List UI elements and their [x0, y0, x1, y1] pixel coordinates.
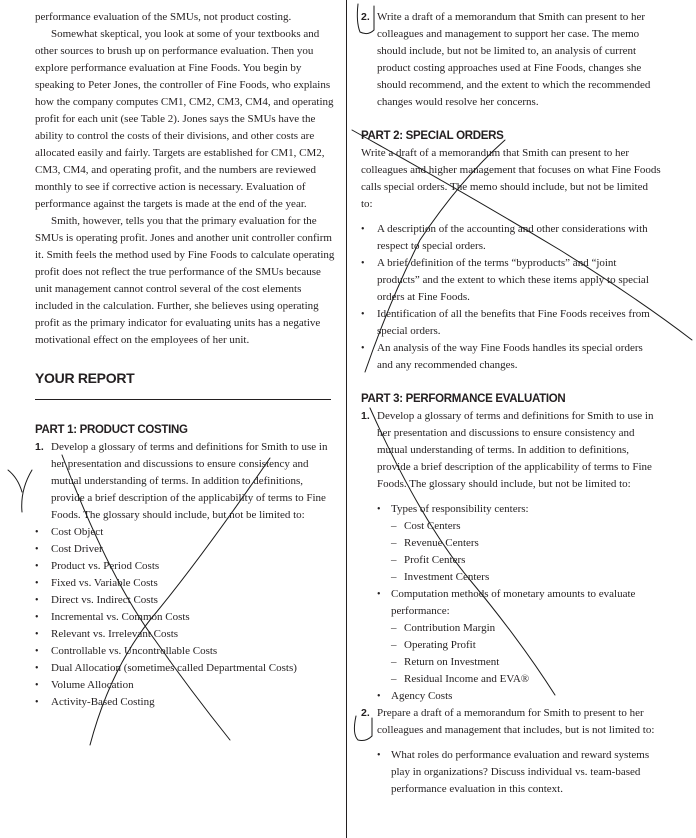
list-item: • Activity-Based Costing: [35, 694, 335, 711]
item-text: Prepare a draft of a memorandum for Smith to present to her colleagues and management that includes, but is not limited to:: [377, 707, 655, 736]
part2-strike-line: [352, 130, 692, 340]
list-item: • Controllable vs. Uncontrollable Costs: [35, 643, 335, 660]
list-item: • Identification of all the benefits that Fine Foods receives from special orders.: [361, 306, 661, 340]
part3-strike-line: [370, 408, 555, 695]
list-item: • Cost Object: [35, 524, 335, 541]
item-circle-mark: [354, 716, 372, 741]
paragraph: performance evaluation of the SMUs, not product costing.: [35, 11, 292, 23]
list-item: • A brief definition of the terms “byproducts” and “joint products” and the extent to which these items apply to special orders at Fine Foods.: [361, 255, 661, 306]
report-heading: YOUR REPORT: [35, 370, 135, 386]
list-item: – Cost Centers: [361, 518, 661, 535]
list-item: • Agency Costs: [361, 688, 661, 705]
paragraph: Smith, however, tells you that the primary evaluation for the SMUs is operating profit. Jones and another unit controller confirm it. Smith feels the method used by Fine Foods to calculate operating profit does not reflect the true performance of the SMUs because unit management cannot control several of the cost elements included in the calculation. Further, she believes using operating profit as the primary indicator for evaluating units has a negative motivational effect on the employees of her unit.: [35, 215, 335, 346]
list-item: • Volume Allocation: [35, 677, 335, 694]
list-item: – Profit Centers: [361, 552, 661, 569]
list-item: – Revenue Centers: [361, 535, 661, 552]
list-item: • Product vs. Period Costs: [35, 558, 335, 575]
item-circle-mark: [357, 4, 374, 34]
part2-heading: PART 2: SPECIAL ORDERS: [361, 130, 504, 142]
list-item: • Cost Driver: [35, 541, 335, 558]
item-number: 2.: [361, 11, 370, 23]
part1-strike-line: [62, 455, 230, 740]
list-item: – Operating Profit: [361, 637, 661, 654]
part2-strike-line: [365, 140, 505, 372]
part1-strike-line: [90, 458, 270, 745]
item-number: 2.: [361, 707, 370, 719]
list-item: • What roles do performance evaluation and reward systems play in organizations? Discuss individual vs. team-based performance evaluation in this context.: [361, 747, 661, 798]
list-item: • An analysis of the way Fine Foods handles its special orders and any recommended changes.: [361, 340, 661, 374]
list-item: – Contribution Margin: [361, 620, 661, 637]
item-number: 1.: [361, 410, 370, 422]
list-item: – Return on Investment: [361, 654, 661, 671]
list-item: – Investment Centers: [361, 569, 661, 586]
list-item: • Direct vs. Indirect Costs: [35, 592, 335, 609]
paragraph: Write a draft of a memorandum that Smith can present to her colleagues and higher management that focuses on what Fine Foods calls special orders. The memo should include, but not be limited to:: [361, 147, 661, 210]
list-item: • Computation methods of monetary amounts to evaluate performance:: [361, 586, 661, 620]
item-number: 1.: [35, 441, 44, 453]
list-item: • Fixed vs. Variable Costs: [35, 575, 335, 592]
part3-heading: PART 3: PERFORMANCE EVALUATION: [361, 393, 566, 405]
paragraph: Somewhat skeptical, you look at some of your textbooks and other sources to brush up on performance evaluation. Then you explore performance evaluation at Fine Foods. You begin by speaking to Peter Jones, the controller of Fine Foods, who explains how the company computes CM1, CM2, CM3, CM4, and operating profit for each unit (see Table 2). Jones says the SMUs have the ability to control the costs of their divisions, and other costs are allocated easily and fairly. Targets are established for CM1, CM2, CM3, CM4, and operating profit, and the numbers are reviewed monthly to see if corrective action is necessary. Evaluation of performance against the targets is made at the end of the year.: [35, 28, 334, 210]
list-item: – Residual Income and EVA®: [361, 671, 661, 688]
list-item-label: Types of responsibility centers:: [391, 503, 529, 515]
item-text: Develop a glossary of terms and definitions for Smith to use in her presentation and discussions to ensure consistency and mutual understanding of terms. In addition to definitions, provide a brief description of the applicability of terms to Fine Foods. The glossary should include, but not be limited to:: [377, 410, 654, 490]
list-item: • Dual Allocation (sometimes called Departmental Costs): [35, 660, 335, 677]
list-item: • Incremental vs. Common Costs: [35, 609, 335, 626]
part1-heading: PART 1: PRODUCT COSTING: [35, 424, 188, 436]
part1-check-mark: [8, 470, 32, 512]
list-item: • A description of the accounting and other considerations with respect to special orders.: [361, 221, 661, 255]
list-item: • Relevant vs. Irrelevant Costs: [35, 626, 335, 643]
item-text: Develop a glossary of terms and definitions for Smith to use in her presentation and discussions to ensure consistency and mutual understanding of terms. In addition to definitions, provide a brief description of the applicability of terms to Fine Foods. The glossary should include, but not be limited to:: [51, 441, 328, 521]
item-text: Write a draft of a memorandum that Smith can present to her colleagues and management to support her case. The memo should include, but not be limited to, an analysis of current product costing approaches used at Fine Foods, changes she should recommend, and the extent to which the recommended changes would resolve her concerns.: [377, 11, 651, 108]
